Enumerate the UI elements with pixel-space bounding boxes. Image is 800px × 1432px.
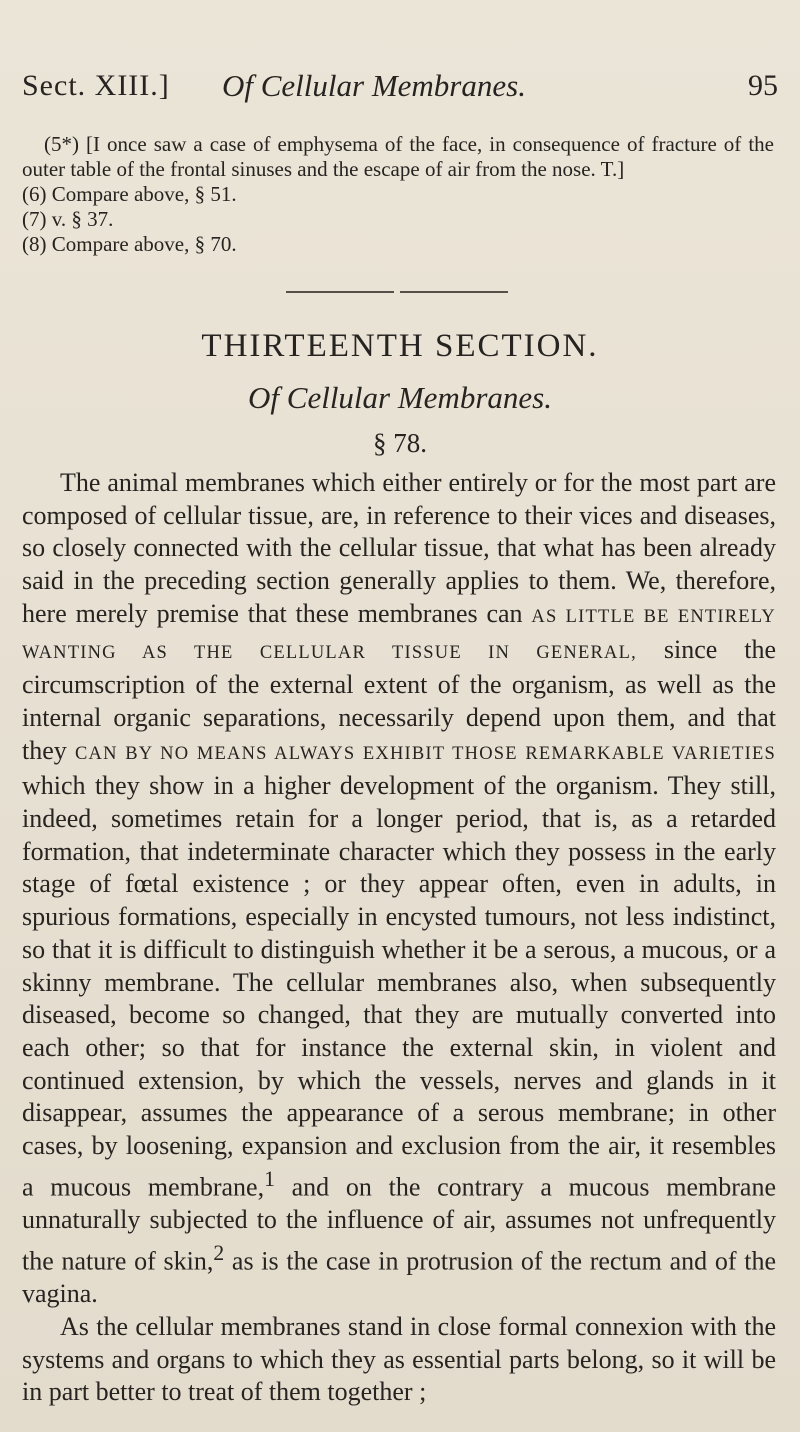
paragraph-1-part-4: and on the contrary a mucous membrane unnaturally subjected to the influence of air, assumes not unfrequently the nature of skin,: [22, 1172, 776, 1276]
paragraph-1-small-caps-2: CAN BY NO MEANS ALWAYS EXHIBIT THOSE REMARKABLE VARIETIES: [75, 743, 776, 764]
footnote-5: (5*) [I once saw a case of emphysema of the face, in consequence of fracture of the outer table of the frontal sinuses and the escape of air from the nose. T.]: [22, 132, 774, 181]
section-subheading: Of Cellular Membranes.: [248, 380, 552, 415]
running-header: [22, 60, 778, 112]
section-heading: THIRTEENTH SECTION.: [201, 328, 599, 364]
paragraph-1-small-caps-1: AS LITTLE BE ENTIRELY WANTING AS THE CELLULAR TISSUE IN GENERAL,: [22, 606, 776, 663]
header-section: Sect. XIII.]: [22, 69, 170, 102]
section-number: § 78.: [373, 428, 427, 458]
paragraph-1: [22, 467, 776, 1311]
paragraph-1-part-1: The animal membranes which either entirely or for the most part are composed of cellular tissue, are, in reference to their vices and diseases, so closely connected with the cellular tissue, that what has been already said in the preceding section generally applies to them. We, therefore, here merely premise that these membranes can: [22, 468, 776, 628]
header-title: Of Cellular Membranes.: [222, 68, 526, 103]
paragraph-1-part-3: which they show in a higher development of the organism. They still, indeed, sometimes retain for a longer period, that is, as a retarded formation, that indeterminate character which they possess in the early stage of fœtal existence ; or they appear often, even in adults, in spurious formations, especially in encysted tumours, not less indistinct, so that it is difficult to distinguish whether it be a serous, a mucous, or a skinny membrane. The cellular membranes also, when subsequently diseased, become so changed, that they are mutually converted into each other; so that for instance the external skin, in violent and continued extension, by which the vessels, nerves and glands in it disappear, assumes the appearance of a serous membrane; in other cases, by loosening, expansion and exclusion from the air, it resembles a mucous membrane,: [22, 771, 776, 1202]
paragraph-2: As the cellular membranes stand in close formal connexion with the systems and organs to which they as essential parts belong, so it will be in part better to treat of them together ;: [22, 1311, 776, 1407]
footnote-7: (7) v. § 37.: [22, 207, 114, 231]
section-divider-right: [400, 291, 508, 293]
footnote-ref-2: 2: [213, 1240, 225, 1265]
footnotes: [22, 132, 774, 257]
footnote-6: (6) Compare above, § 51.: [22, 182, 237, 206]
footnote-ref-1: 1: [264, 1166, 275, 1191]
body-text: [22, 467, 776, 1409]
paragraph-1-part-2: since the circumscription of the external extent of the organism, as well as the internal organic separations, necessarily depend upon them, and that they: [22, 634, 777, 765]
paragraph-1-part-5: as is the case in protrusion of the rectum and of the vagina.: [22, 1246, 776, 1309]
footnote-8: (8) Compare above, § 70.: [22, 232, 237, 256]
section-divider-left: [286, 291, 394, 293]
page-number: 95: [748, 69, 778, 102]
